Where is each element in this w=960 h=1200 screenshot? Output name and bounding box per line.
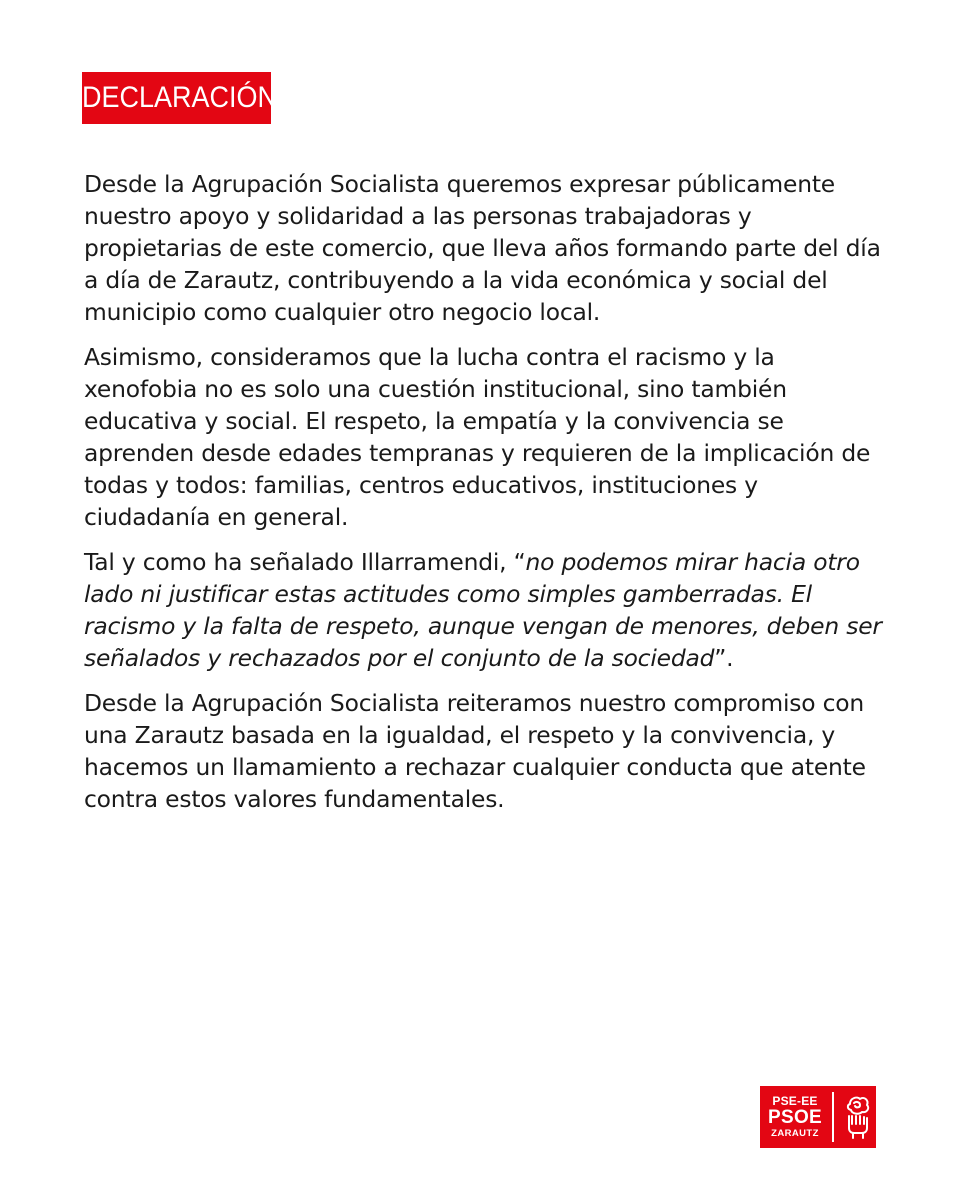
paragraph-3 [84,546,884,674]
paragraph-2: Asimismo, consideramos que la lucha contra el racismo y la xenofobia no es solo una cuestión institucional, sino también educativa y social. El respeto, la empatía y la convivencia se aprenden desde edades tempranas y requieren de la implicación de todas y todos: familias, centros educativos, instituciones y ciudadanía en general. [84,343,871,531]
declaration-tag: DECLARACIÓN [82,72,271,124]
paragraph-1: Desde la Agrupación Socialista queremos expresar públicamente nuestro apoyo y solidaridad a las personas trabajadoras y propietarias de este comercio, que lleva años formando parte del día a día de Zarautz, contribuyendo a la vida económica y social del municipio como cualquier otro negocio local. [84,170,881,326]
logo-line-pse-ee: PSE-EE [772,1094,818,1109]
quote-close: ”. [714,644,734,672]
quote-intro: Tal y como ha señalado Illarramendi, “ [84,548,526,576]
quoted-text: no podemos mirar hacia otro lado ni justificar estas actitudes como simples gamberradas. El racismo y la falta de respeto, aunque vengan de menores, deben ser señalados y rechazados por el conjunto de la sociedad [84,548,882,672]
logo-line-psoe: PSOE [768,1107,822,1129]
logo-line-zarautz: ZARAUTZ [771,1128,819,1140]
statement-body [84,168,884,828]
logo-wordmark [764,1095,826,1139]
rose-fist-icon [840,1094,874,1140]
logo-divider [832,1092,834,1142]
party-logo [760,1086,876,1148]
paragraph-4: Desde la Agrupación Socialista reiteramos nuestro compromiso con una Zarautz basada en la igualdad, el respeto y la convivencia, y hacemos un llamamiento a rechazar cualquier conducta que atente contra estos valores fundamentales. [84,689,866,813]
